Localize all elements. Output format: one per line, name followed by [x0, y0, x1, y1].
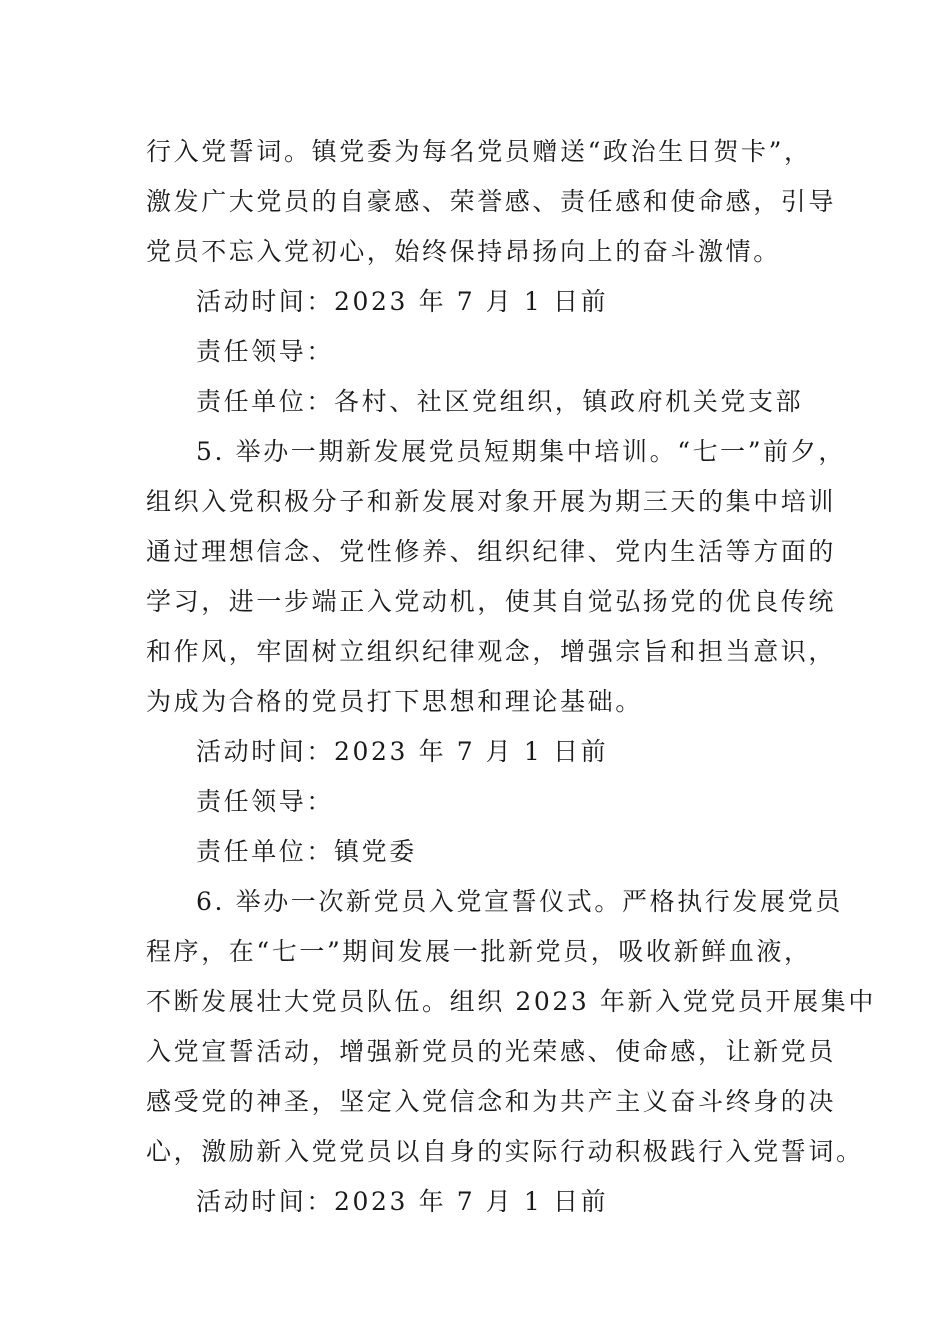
paragraph-line: 不断发展壮大党员队伍。组织 2023 年新入党党员开展集中: [146, 987, 876, 1016]
paragraph-line: 激发广大党员的自豪感、荣誉感、责任感和使命感，引导: [146, 187, 837, 216]
paragraph-line: 和作风，牢固树立组织纪律观念，增强宗旨和担当意识，: [146, 637, 837, 666]
paragraph-line: 程序，在“七一”期间发展一批新党员，吸收新鲜血液，: [146, 937, 812, 966]
paragraph-line: 学习，进一步端正入党动机，使其自觉弘扬党的优良传统: [146, 587, 837, 616]
paragraph-line: 感受党的神圣，坚定入党信念和为共产主义奋斗终身的决: [146, 1087, 837, 1116]
item-5-heading-line: 5. 举办一期新发展党员短期集中培训。“七一”前夕，: [196, 437, 846, 466]
responsible-unit-line: 责任单位：各村、社区党组织，镇政府机关党支部: [196, 387, 804, 416]
responsible-leader-line: 责任领导：: [196, 787, 335, 816]
activity-time-line: 活动时间：2023 年 7 月 1 日前: [196, 287, 609, 316]
paragraph-line: 党员不忘入党初心，始终保持昂扬向上的奋斗激情。: [146, 237, 781, 266]
paragraph-line: 行入党誓词。镇党委为每名党员赠送“政治生日贺卡”，: [146, 137, 812, 166]
responsible-leader-line: 责任领导：: [196, 337, 335, 366]
paragraph-line: 为成为合格的党员打下思想和理论基础。: [146, 687, 643, 716]
activity-time-line: 活动时间：2023 年 7 月 1 日前: [196, 737, 609, 766]
paragraph-line: 心，激励新入党党员以自身的实际行动积极践行入党誓词。: [146, 1137, 864, 1166]
activity-time-line: 活动时间：2023 年 7 月 1 日前: [196, 1187, 609, 1216]
responsible-unit-line: 责任单位：镇党委: [196, 837, 417, 866]
paragraph-line: 入党宣誓活动，增强新党员的光荣感、使命感，让新党员: [146, 1037, 837, 1066]
paragraph-line: 组织入党积极分子和新发展对象开展为期三天的集中培训: [146, 487, 837, 516]
paragraph-line: 通过理想信念、党性修养、组织纪律、党内生活等方面的: [146, 537, 837, 566]
item-6-heading-line: 6. 举办一次新党员入党宣誓仪式。严格执行发展党员: [196, 887, 843, 916]
